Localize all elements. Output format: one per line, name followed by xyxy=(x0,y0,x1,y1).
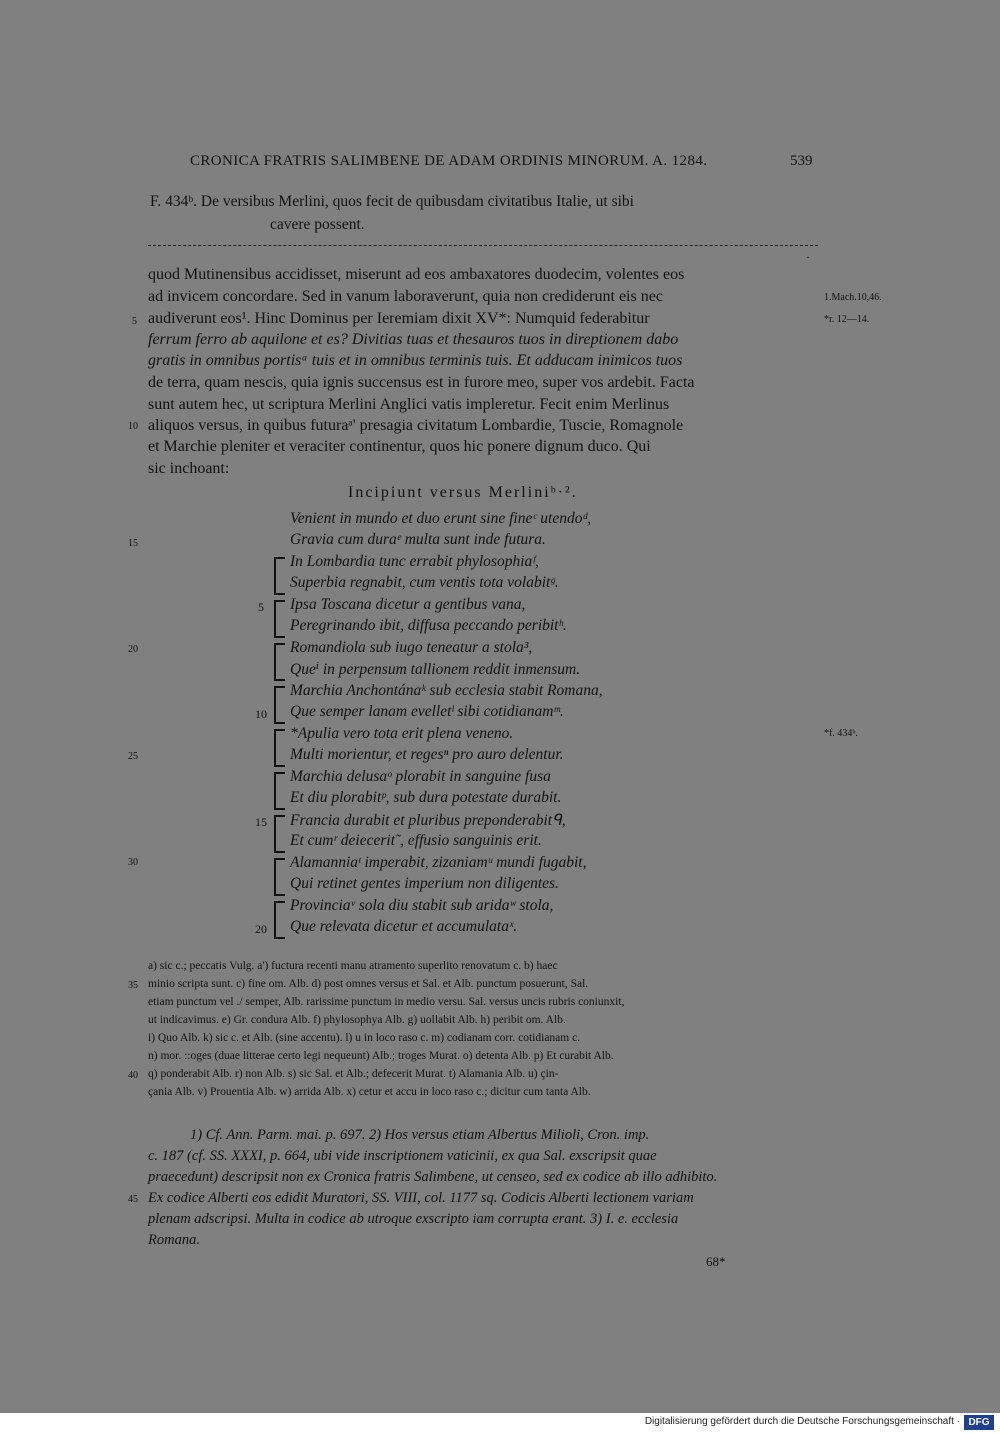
verse-line: Et diu plorabitᵖ, sub dura potestate durabit. xyxy=(290,789,562,806)
verse-line: Alamanniaᵗ imperabit, zizaniamᵘ mundi fugabit, xyxy=(290,854,587,871)
apparatus-line: n) mor. ::oges (duae litterae certo legi nequeunt) Alb.; troges Murat. o) detenta Alb. p) Et curabit Alb. xyxy=(148,1050,614,1062)
verse-line: Gravia cum duraᵉ multa sunt inde futura. xyxy=(290,531,546,548)
page-number: 539 xyxy=(790,153,813,169)
verse-line: Marchia Anchontánaᵏ sub ecclesia stabit Romana, xyxy=(290,682,603,699)
apparatus-line: minio scripta sunt. c) fine om. Alb. d) post omnes versus et Sal. et Alb. punctum posuerunt, Sal. xyxy=(148,978,589,990)
body-line: audiverunt eos¹. Hinc Dominus per Ieremiam dixit XV*: Numquid federabitur xyxy=(148,310,650,327)
body-line: sic inchoant: xyxy=(148,460,230,477)
note-line: 1) Cf. Ann. Parm. mai. p. 697. 2) Hos versus etiam Albertus Milioli, Cron. imp. xyxy=(190,1127,650,1143)
margin-note: *r. 12—14. xyxy=(824,314,870,325)
body-line: et Marchie pleniter et veraciter continentur, quos hic ponere dignum duco. Qui xyxy=(148,438,651,455)
running-title: CRONICA FRATRIS SALIMBENE DE ADAM ORDINIS MINORUM. A. 1284. xyxy=(190,153,708,169)
verse-number: 10 xyxy=(255,707,267,721)
body-line: sunt autem hec, ut scriptura Merlini Anglici vatis impleretur. Fecit enim Merlinus xyxy=(148,396,670,413)
body-line: quod Mutinensibus accidisset, miserunt ad eos ambaxatores duodecim, volentes eos xyxy=(148,266,685,283)
verse-line: Et cumʳ deiecerit˜, effusio sanguinis erit. xyxy=(290,832,542,849)
margin-line-number: 5 xyxy=(132,316,137,327)
verse-line: Multi morientur, et regesⁿ pro auro delentur. xyxy=(290,746,564,763)
apparatus-line: çania Alb. v) Prouentia Alb. w) arrida Alb. x) cetur et accu in loco raso c.; dicitur cum tanta Alb. xyxy=(148,1086,591,1098)
body-line: ad invicem concordare. Sed in vanum laboraverunt, quia non crediderunt eis nec xyxy=(148,288,663,305)
verse-brace xyxy=(274,600,285,638)
verse-line: Superbia regnabit, cum ventis tota volabitᵍ. xyxy=(290,574,559,591)
verse-line: Peregrinando ibit, diffusa peccando peribitʰ. xyxy=(290,617,567,634)
apparatus-line: ut indicavimus. e) Gr. condura Alb. f) phylosophya Alb. g) uollabit Alb. h) peribit om. Alb. xyxy=(148,1014,566,1026)
margin-note: *f. 434ᵇ. xyxy=(824,728,858,739)
body-line: ferrum ferro ab aquilone et es? Divitias tuas et thesauros tuos in direptionem dabo xyxy=(148,331,679,348)
apparatus-line: a) sic c.; peccatis Vulg. a') fuctura recenti manu atramento superlito renovatum c. b) haec xyxy=(148,960,558,972)
verse-number: 20 xyxy=(255,922,267,936)
folio-title-line-1: F. 434ᵇ. De versibus Merlini, quos fecit de quibusdam civitatibus Italie, ut sibi xyxy=(150,193,634,210)
margin-line-number: 20 xyxy=(128,644,138,655)
margin-line-number: 15 xyxy=(128,538,138,549)
verse-line: Provinciaᵛ sola diu stabit sub aridaʷ stola, xyxy=(290,897,554,914)
note-line: c. 187 (cf. SS. XXXI, p. 664, ubi vide inscriptionem vaticinii, ex qua Sal. exscripsit quae xyxy=(148,1148,657,1164)
body-line: aliquos versus, in quibus futuraᵃ' presagia civitatum Lombardie, Tuscie, Romagnole xyxy=(148,417,684,434)
verse-line: Qui retinet gentes imperium non diligentes. xyxy=(290,875,559,892)
body-line: de terra, quam nescis, quia ignis succensus est in furore meo, super vos ardebit. Facta xyxy=(148,374,695,391)
dfg-logo: DFG xyxy=(964,1415,994,1430)
margin-line-number: 35 xyxy=(128,980,138,991)
verse-line: In Lombardia tunc errabit phylosophiaᶠ, xyxy=(290,553,539,570)
verse-number: 5 xyxy=(258,600,264,614)
body-line: gratis in omnibus portisᵃ tuis et in omnibus terminis tuis. Et adducam inimicos tuos xyxy=(148,352,683,369)
margin-line-number: 25 xyxy=(128,751,138,762)
verse-brace xyxy=(274,772,285,810)
margin-line-number: 10 xyxy=(128,421,138,432)
note-line: praecedunt) descripsit non ex Cronica fratris Salimbene, ut censeo, sed ex codice ab illo adhibito. xyxy=(148,1169,718,1185)
signature-mark: 68* xyxy=(706,1254,726,1269)
margin-line-number: 45 xyxy=(128,1194,138,1205)
rule-mark: · xyxy=(806,250,810,264)
verse-brace xyxy=(274,686,285,724)
verse-line: Romandiola sub iugo teneatur a stola³, xyxy=(290,639,533,656)
margin-line-number: 40 xyxy=(128,1070,138,1081)
folio-title-line-2: cavere possent. xyxy=(270,216,365,233)
note-line: plenam adscripsi. Multa in codice ab utroque exscripto iam corrupta erant. 3) I. e. ecclesia xyxy=(148,1211,679,1227)
verse-line: Ipsa Toscana dicetur a gentibus vana, xyxy=(290,596,526,613)
verse-brace xyxy=(274,815,285,853)
apparatus-line: q) ponderabit Alb. r) non Alb. s) sic Sal. et Alb.; defecerit Murat. t) Alamania Alb. u) çin- xyxy=(148,1068,559,1080)
margin-note: 1.Mach.10,46. xyxy=(824,292,882,303)
verse-line: Que semper lanam evelletˡ sibi cotidianamᵐ. xyxy=(290,703,564,720)
verse-brace xyxy=(274,858,285,896)
verses-title: Incipiunt versus Merliniᵇ·². xyxy=(348,484,578,501)
digitization-footer xyxy=(0,1413,1000,1434)
verse-brace xyxy=(274,557,285,595)
verse-line: Marchia delusaᵒ plorabit in sanguine fusa xyxy=(290,768,551,785)
apparatus-line: i) Quo Alb. k) sic c. et Alb. (sine accentu). l) u in loco raso c. m) codianam corr. cotidianam c. xyxy=(148,1032,581,1044)
verse-line: Queⁱ in perpensum tallionem reddit inmensum. xyxy=(290,661,581,678)
verse-number: 15 xyxy=(255,815,267,829)
verse-line: *Apulia vero tota erit plena veneno. xyxy=(290,725,514,742)
footer-credit: Digitalisierung gefördert durch die Deutsche Forschungsgemeinschaft · xyxy=(644,1416,960,1427)
verse-brace xyxy=(274,729,285,767)
margin-line-number: 30 xyxy=(128,857,138,868)
verse-line: Francia durabit et pluribus preponderabitᑫ, xyxy=(290,812,566,829)
verse-brace xyxy=(274,901,285,939)
verse-line: Que relevata dicetur et accumulataˣ. xyxy=(290,918,518,935)
note-line: Romana. xyxy=(148,1232,200,1248)
separator-rule xyxy=(148,245,818,246)
verse-line: Venient in mundo et duo erunt sine fineᶜ utendoᵈ, xyxy=(290,510,592,527)
apparatus-line: etiam punctum vel ./ semper, Alb. rarissime punctum in medio versu. Sal. versus uncis rubris coniunxit, xyxy=(148,996,625,1008)
verse-brace xyxy=(274,643,285,681)
note-line: Ex codice Alberti eos edidit Muratori, SS. VIII, col. 1177 sq. Codicis Alberti lectionem variam xyxy=(148,1190,694,1206)
